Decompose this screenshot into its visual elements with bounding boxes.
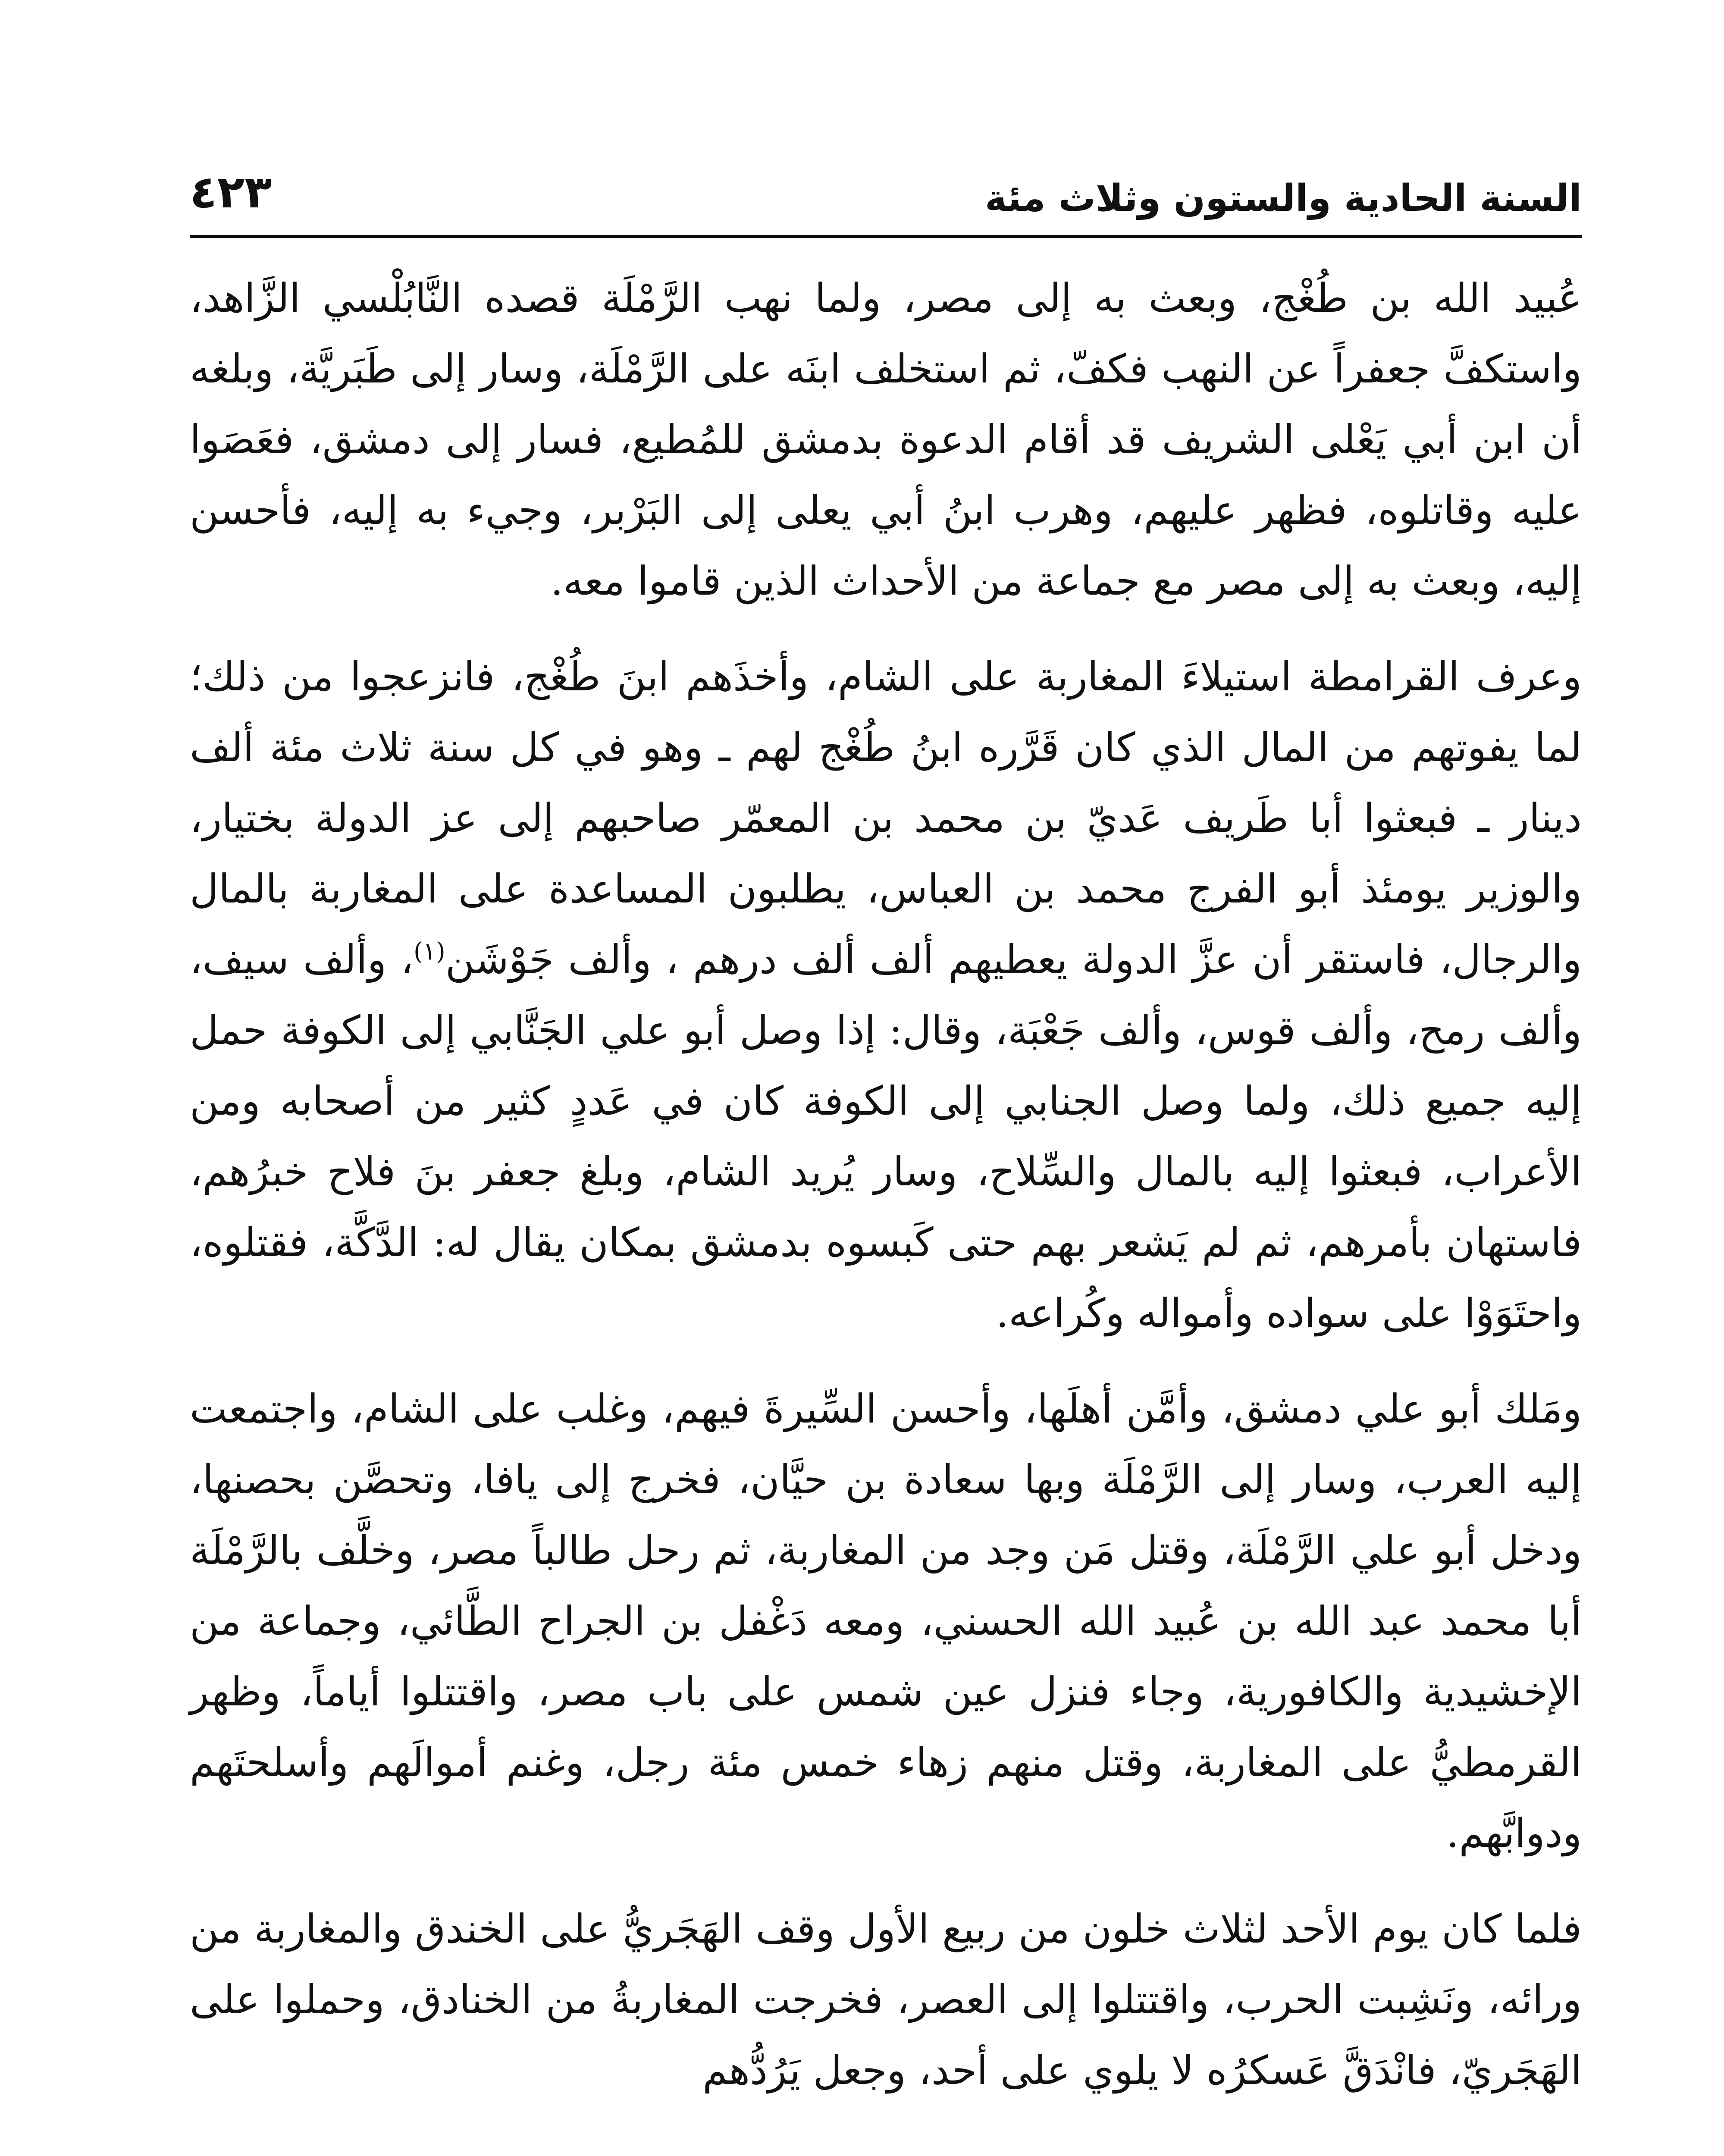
main-text bbox=[190, 263, 1582, 2131]
page-number: ٤٢٣ bbox=[190, 166, 272, 218]
footnote-reference[interactable]: (١) bbox=[413, 937, 445, 966]
header-divider bbox=[190, 235, 1582, 238]
paragraph-2-part-2: ، وألف سيف، وألف رمح، وألف قوس، وألف جَعْبَة، وقال: إذا وصل أبو علي الجَنَّابي إلى الكوفة حمل إليه جميع ذلك، ولما وصل الجنابي إلى الكوفة كان في عَددٍ كثير من أصحابه ومن الأعراب، فبعثوا إليه بالمال والسِّلاح، وسار يُريد الشام، وبلغ جعفر بنَ فلاح خبرُهم، فاستهان بأمرهم، ثم لم يَشعر بهم حتى كَبسوه بدمشق بمكان يقال له: الدَّكَّة، فقتلوه، واحتَوَوْا على سواده وأمواله وكُراعه. bbox=[190, 937, 1582, 1336]
chapter-title: السنة الحادية والستون وثلاث مئة bbox=[984, 177, 1582, 220]
paragraph-4: فلما كان يوم الأحد لثلاث خلون من ربيع الأول وقف الهَجَريُّ على الخندق والمغاربة من ورائه، ونَشِبت الحرب، واقتتلوا إلى العصر، فخرجت المغاربةُ من الخنادق، وحملوا على الهَجَريّ، فانْدَقَّ عَسكرُه لا يلوي على أحد، وجعل يَرُدُّهم bbox=[190, 1906, 1582, 2093]
paragraph-2-part-1: وعرف القرامطة استيلاءَ المغاربة على الشام، وأخذَهم ابنَ طُغْج، فانزعجوا من ذلك؛ لما يفوتهم من المال الذي كان قَرَّره ابنُ طُغْج لهم ـ وهو في كل سنة ثلاث مئة ألف دينار ـ فبعثوا أبا طَريف عَديّ بن محمد بن المعمّر صاحبهم إلى عز الدولة بختيار، والوزير يومئذ أبو الفرج محمد بن العباس، يطلبون المساعدة على المغاربة بالمال والرجال، فاستقر أن عزَّ الدولة يعطيهم ألف ألف درهم ، وألف جَوْشَن bbox=[190, 654, 1582, 983]
running-header bbox=[190, 164, 1582, 237]
paragraph-2 bbox=[190, 642, 1582, 1349]
paragraph-3: ومَلك أبو علي دمشق، وأمَّن أهلَها، وأحسن السِّيرةَ فيهم، وغلب على الشام، واجتمعت إليه العرب، وسار إلى الرَّمْلَة وبها سعادة بن حيَّان، فخرج إلى يافا، وتحصَّن بحصنها، ودخل أبو علي الرَّمْلَة، وقتل مَن وجد من المغاربة، ثم رحل طالباً مصر، وخلَّف بالرَّمْلَة أبا محمد عبد الله بن عُبيد الله الحسني، ومعه دَغْفل بن الجراح الطَّائي، وجماعة من الإخشيدية والكافورية، وجاء فنزل عين شمس على باب مصر، واقتتلوا أياماً، وظهر القرمطيُّ على المغاربة، وقتل منهم زهاء خمس مئة رجل، وغنم أموالَهم وأسلحتَهم ودوابَّهم. bbox=[190, 1386, 1582, 1856]
paragraph-1: عُبيد الله بن طُغْج، وبعث به إلى مصر، ولما نهب الرَّمْلَة قصده النَّابُلْسي الزَّاهد، واستكفَّ جعفراً عن النهب فكفّ، ثم استخلف ابنَه على الرَّمْلَة، وسار إلى طَبَريَّة، وبلغه أن ابن أبي يَعْلى الشريف قد أقام الدعوة بدمشق للمُطيع، فسار إلى دمشق، فعَصَوا عليه وقاتلوه، فظهر عليهم، وهرب ابنُ أبي يعلى إلى البَرْبر، وجيء به إليه، فأحسن إليه، وبعث به إلى مصر مع جماعة من الأحداث الذين قاموا معه. bbox=[190, 275, 1582, 604]
